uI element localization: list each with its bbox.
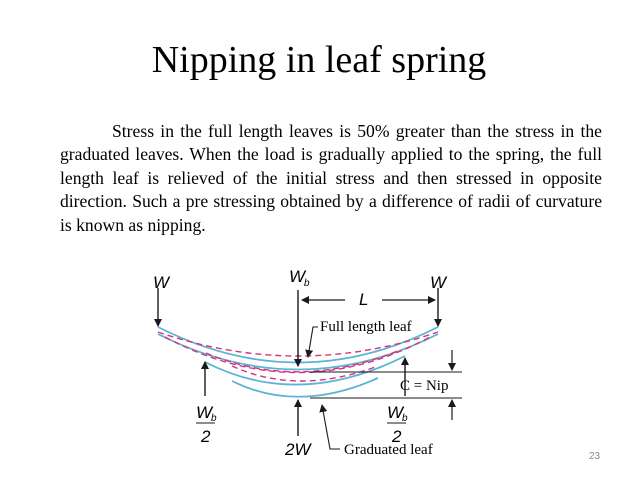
load-left-label: W (153, 273, 170, 292)
load-right-label: W (430, 273, 447, 292)
nip-label: C = Nip (400, 378, 449, 394)
reaction-right-denominator: 2 (392, 427, 402, 446)
reaction-left-denominator: 2 (201, 427, 211, 446)
reaction-left-numerator: W (196, 403, 213, 422)
graduated-leaf-leader (322, 405, 340, 449)
slide-title: Nipping in leaf spring (151, 39, 487, 81)
page-number: 23 (589, 451, 601, 462)
reaction-right-numerator: W (387, 403, 404, 422)
full-length-leaf-label: Full length leaf (320, 319, 412, 335)
bottom-load-label: 2W (285, 440, 311, 459)
load-center-label: W (289, 267, 306, 286)
length-label: L (359, 290, 369, 309)
graduated-leaf-label: Graduated leaf (344, 442, 433, 458)
reaction-left-subscript: b (211, 413, 217, 424)
reaction-right-subscript: b (402, 413, 408, 424)
load-center-subscript: b (304, 278, 310, 289)
body-paragraph: Stress in the full length leaves is 50% greater than the stress in the graduated leaves. When the load is gradually applied to the spring, the full length leaf is relieved of the initial stress and then stressed in opposite direction. Such a pre stressing obtained by a difference of radii of curvature is known as nipping. (60, 121, 602, 235)
full-length-leaf-leader (308, 327, 318, 357)
